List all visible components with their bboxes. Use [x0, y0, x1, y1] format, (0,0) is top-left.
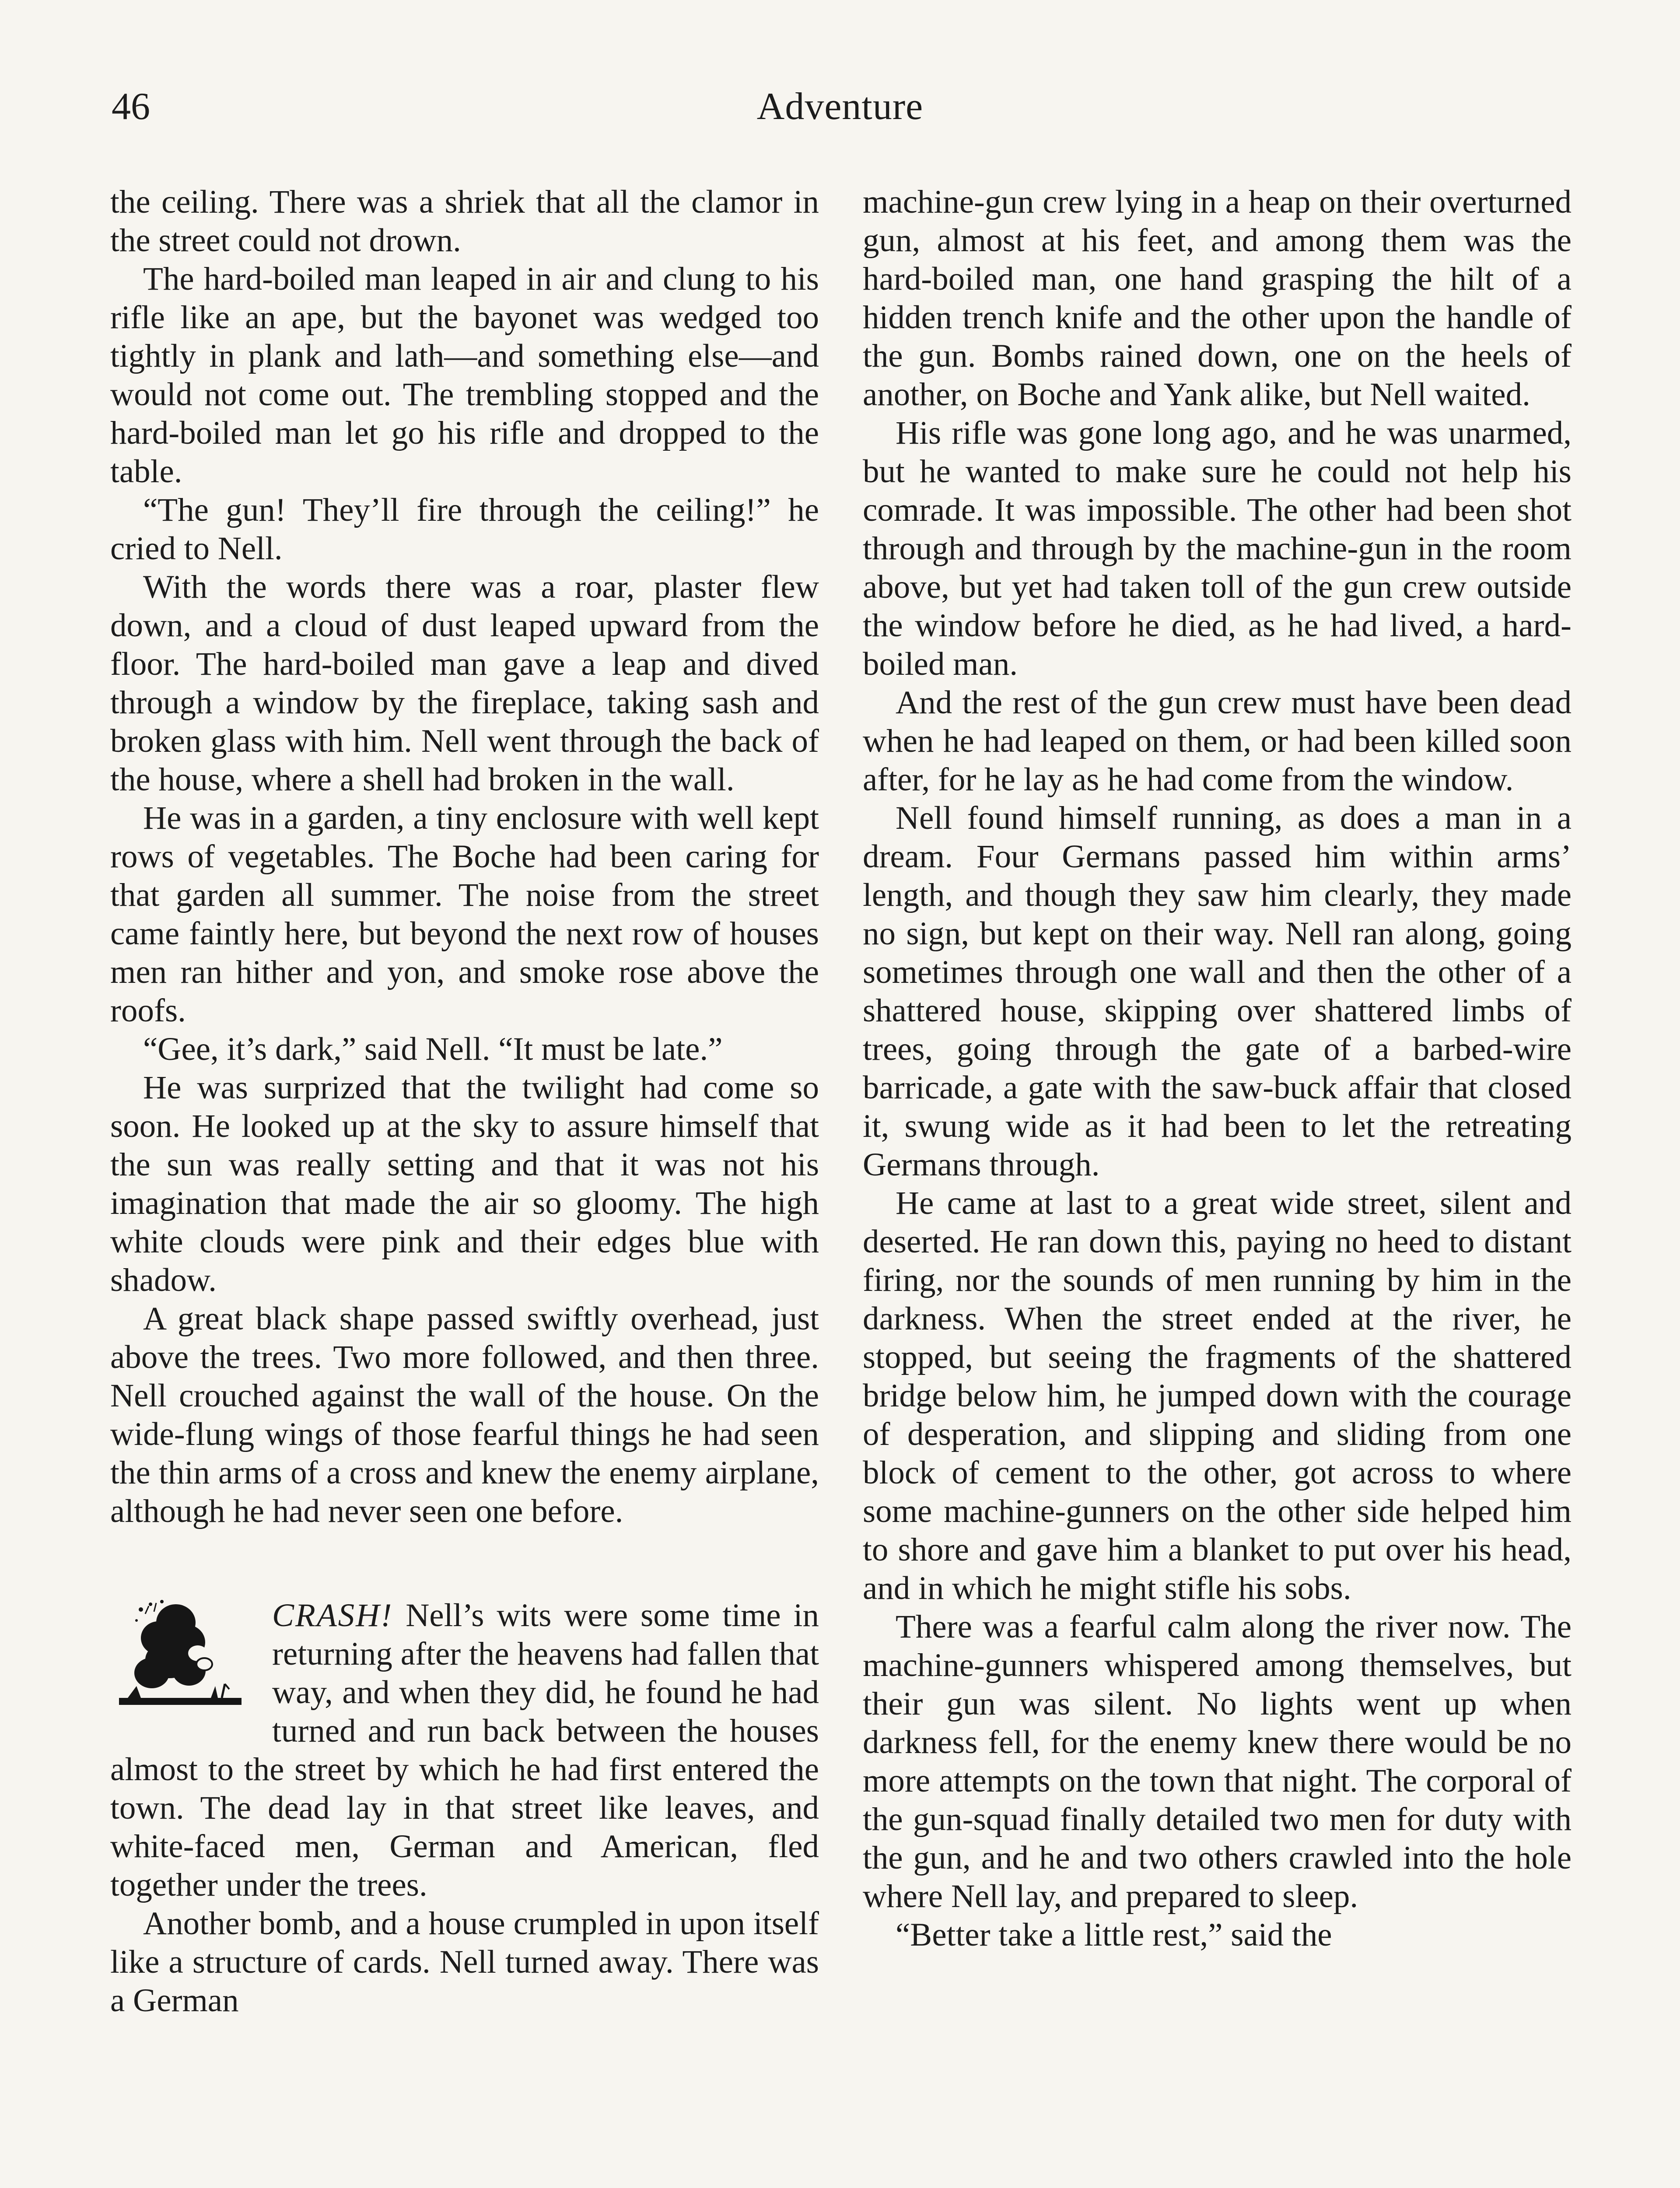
- paragraph: The hard-boiled man leaped in air and clung to his rifle like an ape, but the bayonet was wedged too tightly in plank and lath—and something else—and would not come out. The trembling stopped and the hard-boiled man let go his rifle and dropped to the table.: [110, 261, 819, 490]
- paragraph: He was in a garden, a tiny enclosure with well kept rows of vegetables. The Boche had been caring for that garden all summer. The noise from the street came faintly here, but beyond the next row of houses men ran hither and yon, and smoke rose above the roofs.: [110, 800, 819, 1029]
- right-column: [863, 183, 1572, 1954]
- left-column: [110, 183, 819, 2020]
- paragraph-crash: [110, 1596, 819, 1904]
- paragraph: A great black shape passed swiftly overhead, just above the trees. Two more followed, and then three. Nell crouched against the wall of the house. On the wide-flung wings of those fearful things he had seen the thin arms of a cross and knew the enemy airplane, although he had never seen one before.: [110, 1301, 819, 1529]
- page-number: 46: [112, 85, 150, 128]
- paragraph: He was surprized that the twilight had come so soon. He looked up at the sky to assure himself that the sun was really setting and that it was not his imagination that made the air so gloomy. The high white clouds were pink and their edges blue with shadow.: [110, 1069, 819, 1298]
- paragraph: His rifle was gone long ago, and he was unarmed, but he wanted to make sure he could not help his comrade. It was impossible. The other had been shot through and through by the machine-gun in the room above, but yet had taken toll of the gun crew outside the window before he died, as he had lived, a hard-boiled man.: [863, 415, 1572, 682]
- paragraph: Another bomb, and a house crumpled in upon itself like a structure of cards. Nell turned away. There was a German: [110, 1905, 819, 2019]
- paragraph: With the words there was a roar, plaster flew down, and a cloud of dust leaped upward from the floor. The hard-boiled man gave a leap and dived through a window by the fireplace, taking sash and broken glass with him. Nell went through the back of the house, where a shell had broken in the wall.: [110, 569, 819, 798]
- paragraph: machine-gun crew lying in a heap on their overturned gun, almost at his feet, and among them was the hard-boiled man, one hand grasping the hilt of a hidden trench knife and the other upon the handle of the gun. Bombs rained down, one on the heels of another, on Boche and Yank alike, but Nell waited.: [863, 184, 1572, 413]
- paragraph-text: Nell’s wits were some time in returning after the heavens had fallen that way, and when they did, he found he had turned and run back between the houses almost to the street by which he had first entered the town. The dead lay in that street like leaves, and white-faced men, German and American, fled together under the trees.: [110, 1597, 819, 1903]
- paragraph: the ceiling. There was a shriek that all the clamor in the street could not drown.: [110, 184, 819, 259]
- running-title: Adventure: [756, 85, 924, 128]
- paragraph: He came at last to a great wide street, silent and deserted. He ran down this, paying no heed to distant firing, nor the sounds of men running by him in the darkness. When the street ended at the river, he stopped, but seeing the fragments of the shattered bridge below him, he jumped down with the courage of desperation, and slipping and sliding from one block of cement to the other, got across to where some machine-gunners on the other side helped him to shore and gave him a blanket to put over his head, and in which he might stifle his sobs.: [863, 1185, 1572, 1606]
- paragraph: There was a fearful calm along the river now. The machine-gunners whispered among themselves, but their gun was silent. No lights went up when darkness fell, for the enemy knew there would be no more attempts on the town that night. The corporal of the gun-squad finally detailed two men for duty with the gun, and he and two others crawled into the hole where Nell lay, and prepared to sleep.: [863, 1609, 1572, 1914]
- crash-word: CRASH!: [272, 1597, 393, 1634]
- paragraph: Nell found himself running, as does a man in a dream. Four Germans passed him within arms’ length, and though they saw him clearly, they made no sign, but kept on their way. Nell ran along, going sometimes through one wall and then the other of a shattered house, skipping over shattered limbs of trees, going through the gate of a barbed-wire barricade, a gate with the saw-buck affair that closed it, swung wide as it had been to let the retreating Germans through.: [863, 800, 1572, 1183]
- paragraph: And the rest of the gun crew must have been dead when he had leaped on them, or had been killed soon after, for he lay as he had come from the window.: [863, 684, 1572, 798]
- explosion-illustration-icon: [110, 1596, 255, 1712]
- paragraph: “Gee, it’s dark,” said Nell. “It must be late.”: [143, 1031, 723, 1067]
- paragraph: “Better take a little rest,” said the: [896, 1917, 1332, 1953]
- paragraph: “The gun! They’ll fire through the ceiling!” he cried to Nell.: [110, 492, 819, 567]
